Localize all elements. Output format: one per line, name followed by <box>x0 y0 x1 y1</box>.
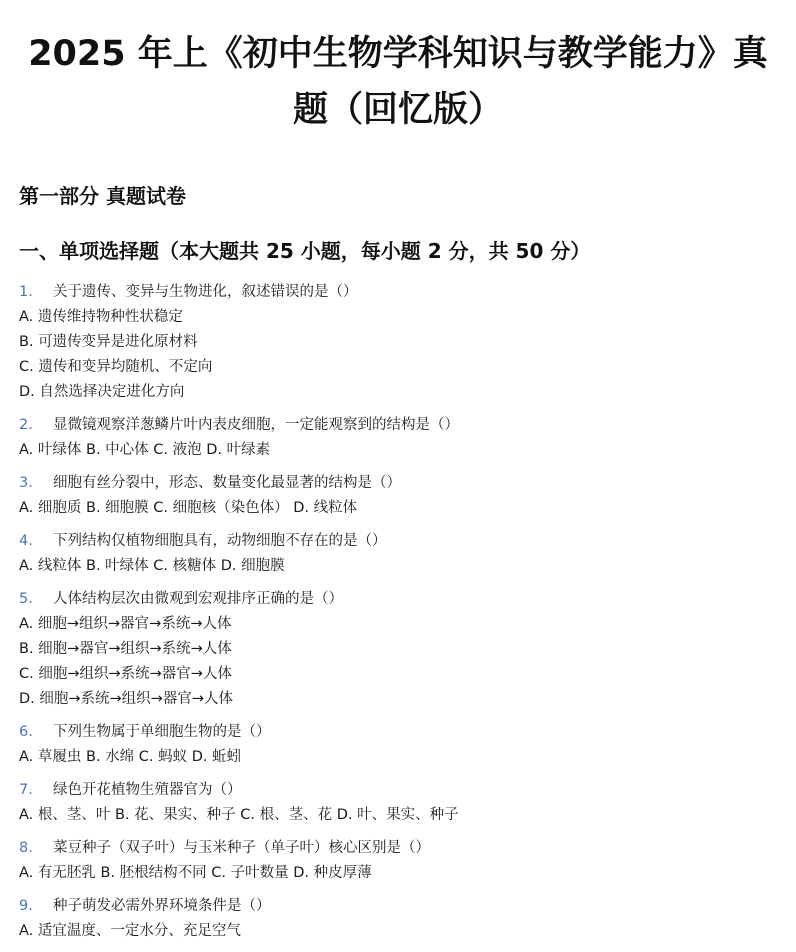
question-item <box>19 471 779 521</box>
question-number: 5. <box>19 591 33 607</box>
section-heading: 一、单项选择题（本大题共 25 小题，每小题 2 分，共 50 分） <box>19 239 591 263</box>
question-text: 绿色开花植物生殖器官为（） <box>53 782 242 798</box>
question-stem <box>19 894 779 919</box>
question-stem <box>19 280 779 305</box>
question-number: 3. <box>19 475 33 491</box>
question-number: 8. <box>19 840 33 856</box>
question-text: 种子萌发必需外界环境条件是（） <box>53 898 271 914</box>
question-text: 显微镜观察洋葱鳞片叶内表皮细胞，一定能观察到的结构是（） <box>53 417 459 433</box>
question-number: 2. <box>19 417 33 433</box>
question-text: 细胞有丝分裂中，形态、数量变化最显著的结构是（） <box>53 475 401 491</box>
answer-option: A. 细胞→组织→器官→系统→人体 <box>19 616 232 632</box>
question-number: 1. <box>19 284 33 300</box>
question-stem <box>19 413 779 438</box>
question-stem <box>19 836 779 861</box>
question-item <box>19 413 779 463</box>
answer-option: A. 遗传维持物种性状稳定 <box>19 309 183 325</box>
answer-option: A. 有无胚乳 B. 胚根结构不同 C. 子叶数量 D. 种皮厚薄 <box>19 865 372 881</box>
question-stem <box>19 587 779 612</box>
question-text: 下列生物属于单细胞生物的是（） <box>53 724 271 740</box>
question-item <box>19 587 779 712</box>
question-stem <box>19 529 779 554</box>
question-text: 人体结构层次由微观到宏观排序正确的是（） <box>53 591 343 607</box>
question-stem <box>19 720 779 745</box>
question-item <box>19 529 779 579</box>
question-text: 关于遗传、变异与生物进化，叙述错误的是（） <box>53 284 358 300</box>
answer-option: B. 可遗传变异是进化原材料 <box>19 334 198 350</box>
answer-option: D. 自然选择决定进化方向 <box>19 384 185 400</box>
document-title <box>0 26 796 138</box>
question-number: 4. <box>19 533 33 549</box>
question-stem <box>19 778 779 803</box>
question-number: 9. <box>19 898 33 914</box>
question-number: 6. <box>19 724 33 740</box>
question-text: 下列结构仅植物细胞具有，动物细胞不存在的是（） <box>53 533 387 549</box>
answer-option: C. 遗传和变异均随机、不定向 <box>19 359 213 375</box>
answer-option: A. 适宜温度、一定水分、充足空气 <box>19 923 241 939</box>
title-line-1: 2025 年上《初中生物学科知识与教学能力》真 <box>28 34 768 74</box>
question-item <box>19 894 779 944</box>
answer-option: D. 细胞→系统→组织→器官→人体 <box>19 691 233 707</box>
question-item <box>19 778 779 828</box>
question-item <box>19 280 779 405</box>
answer-option: A. 根、茎、叶 B. 花、果实、种子 C. 根、茎、花 D. 叶、果实、种子 <box>19 807 459 823</box>
question-list <box>19 280 779 952</box>
answer-option: A. 草履虫 B. 水绵 C. 蚂蚁 D. 蚯蚓 <box>19 749 242 765</box>
answer-option: A. 线粒体 B. 叶绿体 C. 核糖体 D. 细胞膜 <box>19 558 285 574</box>
question-text: 菜豆种子（双子叶）与玉米种子（单子叶）核心区别是（） <box>53 840 430 856</box>
answer-option: A. 细胞质 B. 细胞膜 C. 细胞核（染色体） D. 线粒体 <box>19 500 358 516</box>
answer-option: C. 细胞→组织→系统→器官→人体 <box>19 666 232 682</box>
question-item <box>19 720 779 770</box>
question-item <box>19 836 779 886</box>
question-stem <box>19 471 779 496</box>
answer-option: B. 细胞→器官→组织→系统→人体 <box>19 641 232 657</box>
title-line-2: 题（回忆版） <box>292 90 503 130</box>
question-number: 7. <box>19 782 33 798</box>
part-heading: 第一部分 真题试卷 <box>19 184 186 208</box>
answer-option: A. 叶绿体 B. 中心体 C. 液泡 D. 叶绿素 <box>19 442 271 458</box>
